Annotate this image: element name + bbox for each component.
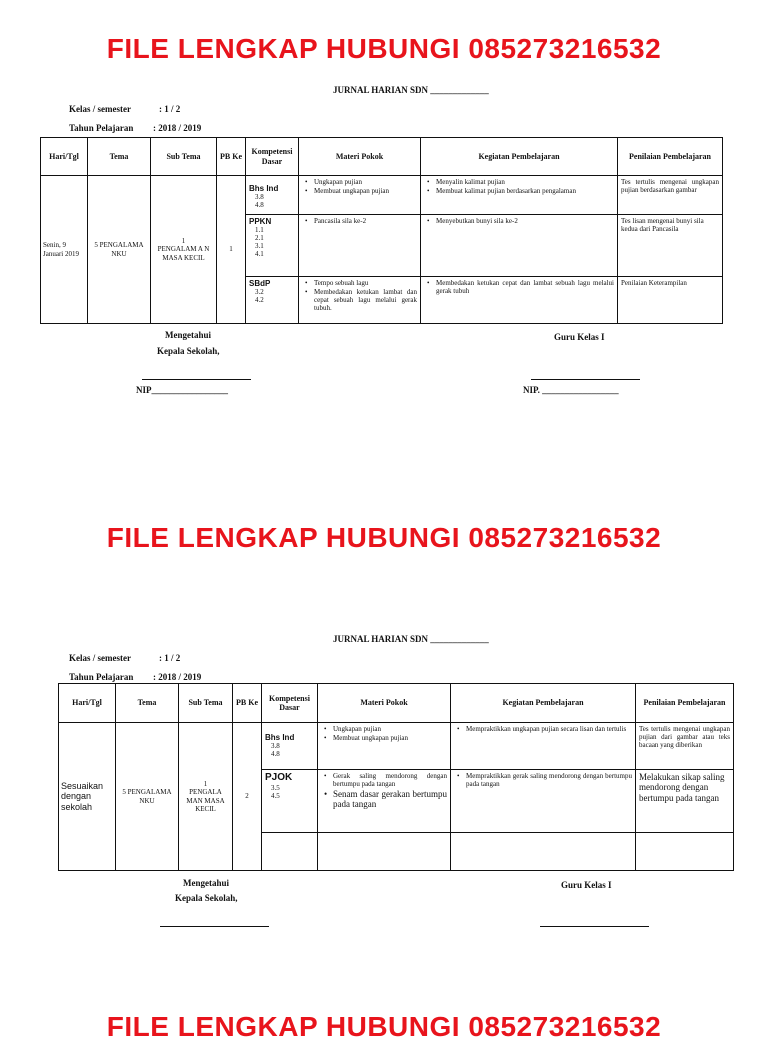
header-materi: Materi Pokok xyxy=(299,138,421,176)
kd-row-empty xyxy=(262,833,317,837)
hari-text: Senin, 9 Januari 2019 xyxy=(43,241,79,258)
materi-item: • Tempo sebuah lagu xyxy=(302,279,417,287)
materi-item: • Membuat ungkapan pujian xyxy=(302,187,417,195)
kd-row-2 xyxy=(262,770,317,833)
materi-item: • Senam dasar gerakan bertumpu pada tangan xyxy=(321,789,447,810)
kegiatan-item: • Membuat kalimat pujian berdasarkan pengalaman xyxy=(424,187,614,195)
penilaian-row-empty xyxy=(636,833,733,837)
tahun-value: : 2018 / 2019 xyxy=(153,123,202,133)
header-penilaian: Penilaian Pembelajaran xyxy=(618,138,723,176)
header-kegiatan: Kegiatan Pembelajaran xyxy=(451,684,636,723)
kd-row-1 xyxy=(262,723,317,770)
header-hari: Hari/Tgl xyxy=(59,684,116,723)
journal-table xyxy=(40,137,723,324)
penilaian-column xyxy=(618,176,723,324)
kegiatan-item: • Mempraktikkan gerak saling mendorong dengan bertumpu pada tangan xyxy=(454,772,632,788)
penilaian-column xyxy=(636,723,734,871)
materi-item: • Ungkapan pujian xyxy=(321,725,447,733)
materi-row-1 xyxy=(299,176,420,215)
promo-banner-top: FILE LENGKAP HUBUNGI 085273216532 xyxy=(106,33,662,64)
materi-row-empty xyxy=(318,833,450,837)
header-subtema: Sub Tema xyxy=(151,138,217,176)
kegiatan-item: • Menyebutkan bunyi sila ke-2 xyxy=(424,217,614,225)
header-subtema: Sub Tema xyxy=(179,684,233,723)
kegiatan-row-empty xyxy=(451,833,635,837)
penilaian-row-2: Tes lisan mengenai bunyi sila kedua dari Pancasila xyxy=(618,215,722,277)
kd-code: 3.8 xyxy=(255,193,264,202)
kegiatan-row-2 xyxy=(421,215,617,277)
kegiatan-column xyxy=(451,723,636,871)
kegiatan-column xyxy=(421,176,618,324)
signature-line-kepala xyxy=(142,379,251,380)
kd-code: 4.5 xyxy=(271,791,280,800)
tahun-value: : 2018 / 2019 xyxy=(153,672,202,682)
kd-column xyxy=(262,723,318,871)
pb-cell xyxy=(233,723,262,871)
kd-row-2 xyxy=(246,215,298,277)
subtema-text: PENGALAM A N MASA KECIL xyxy=(157,245,210,262)
signature-line-guru xyxy=(540,926,649,927)
pb-text: 1 xyxy=(229,245,233,254)
tema-cell xyxy=(88,176,151,324)
penilaian-row-3: Penilaian Keterampilan xyxy=(621,279,687,287)
kegiatan-row-1 xyxy=(421,176,617,215)
journal-title: JURNAL HARIAN SDN _____________ xyxy=(333,85,489,95)
subtema-text: PENGALA MAN MASA KECIL xyxy=(186,788,225,813)
materi-item: • Pancasila sila ke-2 xyxy=(302,217,417,225)
pb-cell xyxy=(217,176,246,324)
subtema-number: 1 xyxy=(203,780,208,789)
kelas-value: : 1 / 2 xyxy=(159,653,181,663)
signature-line-kepala xyxy=(160,926,269,927)
kd-row-3 xyxy=(246,277,298,306)
tema-text: 5 PENGALAMA NKU xyxy=(94,241,144,258)
nip-kepala: NIP_________________ xyxy=(136,385,228,395)
kd-code: 1.1 xyxy=(255,226,264,235)
promo-banner-middle: FILE LENGKAP HUBUNGI 085273216532 xyxy=(106,522,662,553)
kd-code: 3.1 xyxy=(255,242,264,251)
penilaian-row-1: Tes tertulis mengenai ungkapan pujian berdasarkan gambar xyxy=(618,176,722,215)
materi-item: • Ungkapan pujian xyxy=(302,178,417,186)
mengetahui-label: Mengetahui xyxy=(165,330,211,340)
kegiatan-row-3 xyxy=(421,277,617,298)
promo-banner-bottom: FILE LENGKAP HUBUNGI 085273216532 xyxy=(106,1011,662,1042)
tema-cell xyxy=(116,723,179,871)
materi-row-3 xyxy=(299,277,420,315)
kd-row-1 xyxy=(246,176,298,215)
kegiatan-row-1 xyxy=(451,723,635,770)
kelas-value: : 1 / 2 xyxy=(159,104,181,114)
penilaian-row-1: Tes tertulis mengenai ungkapan pujian dari gambar atau teks bacaan yang diberikan xyxy=(636,723,733,770)
hari-text: Sesuaikan dengan sekolah xyxy=(61,780,104,812)
materi-item: • Membedakan ketukan lambat dan cepat sebuah lagu melalui gerak tubuh. xyxy=(302,288,417,312)
kd-subject: Bhs Ind xyxy=(249,184,279,193)
header-penilaian: Penilaian Pembelajaran xyxy=(636,684,734,723)
kepala-sekolah-label: Kepala Sekolah, xyxy=(175,893,238,903)
header-kd: Kompetensi Dasar xyxy=(262,684,318,723)
kd-code: 2.1 xyxy=(255,234,264,243)
tahun-label: Tahun Pelajaran xyxy=(69,672,134,682)
materi-column xyxy=(318,723,451,871)
signature-line-guru xyxy=(531,379,640,380)
guru-kelas-label: Guru Kelas I xyxy=(561,880,612,890)
header-pb: PB Ke xyxy=(233,684,262,723)
tema-text: 5 PENGALAMA NKU xyxy=(122,788,172,805)
hari-cell xyxy=(59,723,116,871)
header-pb: PB Ke xyxy=(217,138,246,176)
guru-kelas-label: Guru Kelas I xyxy=(554,332,605,342)
kd-code: 4.2 xyxy=(255,296,264,305)
header-kd: Kompetensi Dasar xyxy=(246,138,299,176)
journal-table xyxy=(58,683,734,871)
materi-item: • Gerak saling mendorong dengan bertumpu pada tangan xyxy=(321,772,447,788)
pb-text: 2 xyxy=(245,792,249,801)
materi-row-1 xyxy=(318,723,450,770)
kegiatan-item: • Mempraktikkan ungkapan pujian secara lisan dan tertulis xyxy=(454,725,632,733)
kd-subject: SBdP xyxy=(249,279,271,288)
header-kegiatan: Kegiatan Pembelajaran xyxy=(421,138,618,176)
kd-subject: PPKN xyxy=(249,217,272,226)
journal-title: JURNAL HARIAN SDN _____________ xyxy=(333,634,489,644)
kd-code: 4.8 xyxy=(271,750,280,759)
kd-code: 4.1 xyxy=(255,250,264,259)
kd-column xyxy=(246,176,299,324)
tahun-label: Tahun Pelajaran xyxy=(69,123,134,133)
subtema-number: 1 xyxy=(181,237,186,246)
materi-column xyxy=(299,176,421,324)
header-materi: Materi Pokok xyxy=(318,684,451,723)
kd-code: 3.8 xyxy=(271,742,280,751)
mengetahui-label: Mengetahui xyxy=(183,878,229,888)
kepala-sekolah-label: Kepala Sekolah, xyxy=(157,346,220,356)
subtema-cell xyxy=(179,723,233,871)
kelas-label: Kelas / semester xyxy=(69,104,131,114)
materi-row-2 xyxy=(318,770,450,833)
nip-guru: NIP. _________________ xyxy=(523,385,619,395)
kd-code: 4.8 xyxy=(255,201,264,210)
kd-subject: PJOK xyxy=(265,772,293,783)
hari-cell xyxy=(41,176,88,324)
kd-subject: Bhs Ind xyxy=(265,733,295,742)
kd-code: 3.5 xyxy=(271,783,280,792)
kd-code: 3.2 xyxy=(255,288,264,297)
kelas-label: Kelas / semester xyxy=(69,653,131,663)
materi-item: • Membuat ungkapan pujian xyxy=(321,734,447,742)
kegiatan-row-2 xyxy=(451,770,635,833)
penilaian-row-2: Melakukan sikap saling mendorong dengan bertumpu pada tangan xyxy=(636,770,733,833)
header-tema: Tema xyxy=(116,684,179,723)
kegiatan-item: • Membedakan ketukan cepat dan lambat sebuah lagu melalui gerak tubuh xyxy=(424,279,614,295)
subtema-cell xyxy=(151,176,217,324)
kegiatan-item: • Menyalin kalimat pujian xyxy=(424,178,614,186)
materi-row-2 xyxy=(299,215,420,277)
header-hari: Hari/Tgl xyxy=(41,138,88,176)
header-tema: Tema xyxy=(88,138,151,176)
